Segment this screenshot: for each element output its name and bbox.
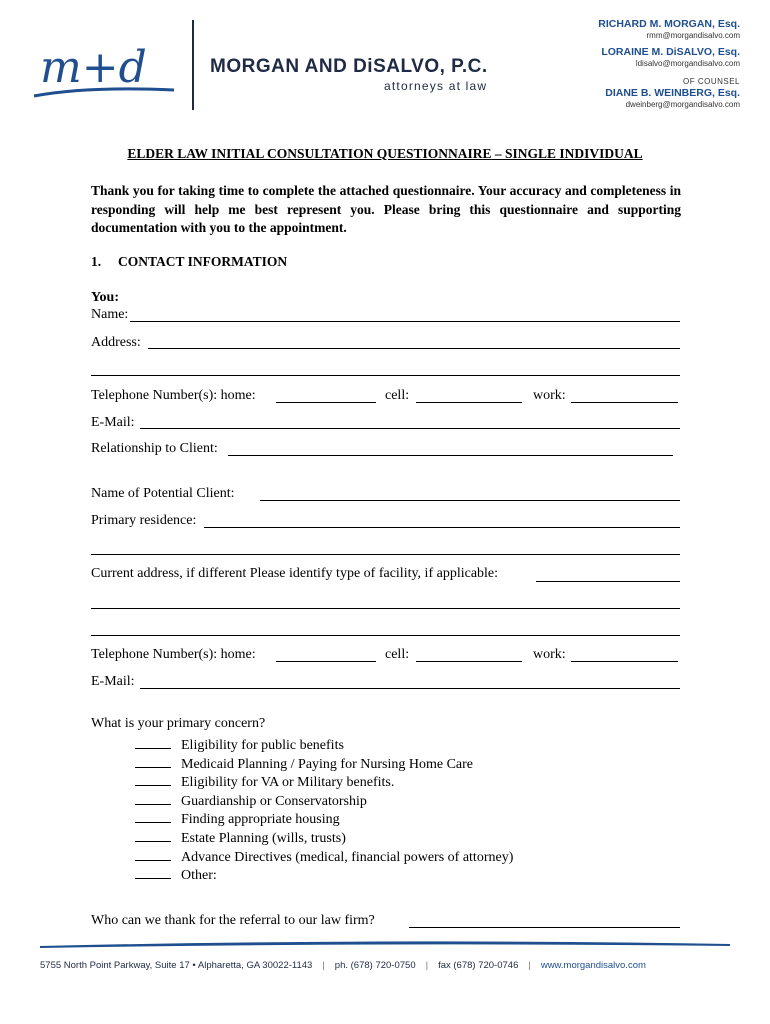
concern-label: Estate Planning (wills, trusts) xyxy=(181,830,346,846)
relationship-field[interactable] xyxy=(228,455,673,456)
section-number: 1. xyxy=(91,254,102,269)
potential-client-label: Name of Potential Client: xyxy=(91,486,235,501)
concern-check-field[interactable] xyxy=(135,829,171,842)
cell-label-2: cell: xyxy=(385,647,410,662)
list-item xyxy=(135,755,513,774)
email-label-2: E-Mail: xyxy=(91,674,135,689)
concern-list xyxy=(135,736,513,885)
current-address-label: Current address, if different Please identify type of facility, if applicable: xyxy=(91,566,499,581)
document-title: ELDER LAW INITIAL CONSULTATION QUESTIONNAIRE – SINGLE INDIVIDUAL xyxy=(127,146,643,161)
footer-address: 5755 North Point Parkway, Suite 17 • Alpharetta, GA 30022-1143 xyxy=(40,960,313,971)
you-label: You: xyxy=(91,290,120,305)
attorney-email[interactable]: ldisalvo@morgandisalvo.com xyxy=(635,59,740,68)
concern-check-field[interactable] xyxy=(135,736,171,749)
footer-separator: | xyxy=(322,960,325,971)
list-item xyxy=(135,773,513,792)
cell-phone-field-2[interactable] xyxy=(416,661,522,662)
primary-residence-label: Primary residence: xyxy=(91,513,197,528)
current-address-field[interactable] xyxy=(536,581,680,582)
footer-website-link[interactable]: www.morgandisalvo.com xyxy=(540,960,646,971)
section-heading xyxy=(91,254,287,270)
concern-label: Advance Directives (medical, financial powers of attorney) xyxy=(181,849,514,865)
work-label-2: work: xyxy=(533,647,566,662)
current-address-field-line2[interactable] xyxy=(91,608,680,609)
concern-label: Eligibility for public benefits xyxy=(181,738,344,753)
footer-fax: fax (678) 720-0746 xyxy=(438,960,519,971)
email-field-2[interactable] xyxy=(140,688,680,689)
logo-monogram: m+d xyxy=(40,42,147,93)
name-label: Name: xyxy=(91,307,129,322)
section-title: CONTACT INFORMATION xyxy=(118,254,288,269)
footer-separator: | xyxy=(528,960,531,971)
home-phone-field[interactable] xyxy=(276,402,376,403)
primary-residence-field[interactable] xyxy=(204,527,680,528)
address-label: Address: xyxy=(91,335,141,350)
list-item xyxy=(135,810,513,829)
firm-name: MORGAN AND DiSALVO, P.C. xyxy=(210,56,488,77)
cell-phone-field[interactable] xyxy=(416,402,522,403)
potential-client-field[interactable] xyxy=(260,500,680,501)
email-label: E-Mail: xyxy=(91,415,135,430)
footer-separator: | xyxy=(425,960,429,971)
concern-check-field[interactable] xyxy=(135,810,171,823)
of-counsel-email[interactable]: dweinberg@morgandisalvo.com xyxy=(625,100,740,109)
concern-label: Finding appropriate housing xyxy=(181,812,340,828)
list-item xyxy=(135,736,513,755)
intro-paragraph: Thank you for taking time to complete the attached questionnaire. Your accuracy and completeness in responding will help me best represent you. Please bring this questionnaire and supporting documentation with you to the appointment. xyxy=(91,183,681,235)
concern-check-field[interactable] xyxy=(135,755,171,768)
name-field[interactable] xyxy=(130,321,680,322)
attorney-name: RICHARD M. MORGAN, Esq. xyxy=(598,18,740,30)
footer-swoosh xyxy=(40,938,730,952)
concern-question: What is your primary concern? xyxy=(91,716,266,731)
concern-check-field[interactable] xyxy=(135,773,171,786)
telephone-label-2: Telephone Number(s): home: xyxy=(91,647,256,662)
referral-field[interactable] xyxy=(409,927,680,928)
list-item xyxy=(135,829,513,848)
firm-tagline: attorneys at law xyxy=(384,79,488,93)
work-label: work: xyxy=(533,388,566,403)
concern-check-field[interactable] xyxy=(135,866,171,879)
attorney-list xyxy=(540,18,740,115)
of-counsel-name: DIANE B. WEINBERG, Esq. xyxy=(605,87,740,99)
work-phone-field[interactable] xyxy=(571,402,678,403)
referral-label: Who can we thank for the referral to our law firm? xyxy=(91,913,375,928)
work-phone-field-2[interactable] xyxy=(571,661,678,662)
footer-phone: ph. (678) 720-0750 xyxy=(334,960,416,971)
concern-label: Guardianship or Conservatorship xyxy=(181,793,367,809)
home-phone-field-2[interactable] xyxy=(276,661,376,662)
email-field[interactable] xyxy=(140,428,680,429)
cell-label: cell: xyxy=(385,388,410,403)
concern-label: Medicaid Planning / Paying for Nursing Home Care xyxy=(181,756,474,772)
concern-label: Eligibility for VA or Military benefits. xyxy=(181,775,395,791)
list-item xyxy=(135,792,513,811)
primary-residence-field-line2[interactable] xyxy=(91,554,680,555)
footer-contact xyxy=(40,960,740,971)
attorney-email[interactable]: rmm@morgandisalvo.com xyxy=(646,31,740,40)
header-divider xyxy=(192,20,194,110)
attorney-name: LORAINE M. DiSALVO, Esq. xyxy=(601,46,740,58)
concern-check-field[interactable] xyxy=(135,792,171,805)
telephone-label: Telephone Number(s): home: xyxy=(91,388,256,403)
list-item xyxy=(135,848,513,867)
relationship-label: Relationship to Client: xyxy=(91,441,218,456)
firm-logo xyxy=(28,40,178,104)
concern-check-field[interactable] xyxy=(135,848,171,861)
concern-label: Other: xyxy=(181,868,217,884)
list-item xyxy=(135,866,513,885)
of-counsel-label: OF COUNSEL xyxy=(682,77,740,86)
address-field[interactable] xyxy=(148,348,680,349)
address-field-line2[interactable] xyxy=(91,375,680,376)
current-address-field-line3[interactable] xyxy=(91,635,680,636)
